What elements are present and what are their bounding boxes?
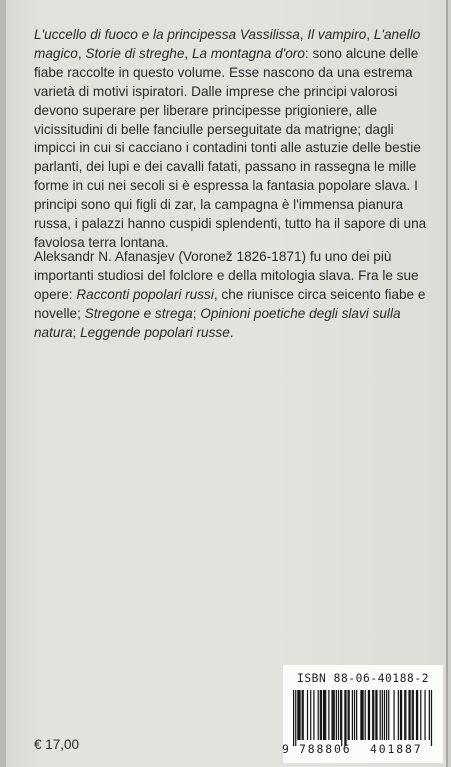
barcode-bar: [349, 690, 350, 740]
barcode-bar: [373, 690, 374, 740]
ean-first-digit: 9: [282, 742, 289, 756]
barcode-bar: [420, 690, 421, 740]
barcode-bar: [313, 690, 314, 740]
barcode-bar: [401, 690, 402, 740]
barcode-bar: [321, 690, 322, 740]
work-title: Stregone e strega: [84, 305, 193, 321]
barcode-bar: [325, 690, 326, 740]
barcode-bar: [302, 690, 303, 740]
barcode-bar: [398, 690, 399, 740]
bio-text: .: [229, 324, 234, 340]
barcode-bar: [372, 690, 373, 740]
barcode-bar: [413, 690, 414, 740]
synopsis-paragraph: [34, 26, 434, 253]
barcode-bar: [361, 690, 362, 740]
ean-left-group: 788806: [299, 742, 352, 756]
isbn-text: ISBN 88-06-40188-2: [297, 672, 430, 685]
ean-right-group: 401887: [370, 742, 423, 756]
barcode-bar: [345, 690, 346, 746]
barcode-bar: [405, 690, 406, 740]
barcode-bar: [348, 690, 349, 740]
barcode-bar: [382, 690, 383, 740]
barcode-bar: [409, 690, 410, 740]
title-firebird: L'uccello di fuoco e la principessa Vassilissa: [34, 27, 300, 42]
barcode-bar: [408, 690, 409, 740]
barcode-bar: [365, 690, 366, 740]
bio-intro: Aleksandr N. Afanasjev (Voronež 1826-1871) fu uno dei più importanti studiosi del folclore e della mitologia slava. Fra le sue opere:: [34, 249, 419, 302]
barcode-bar: [412, 690, 413, 740]
barcode-bar: [376, 690, 377, 740]
barcode-bar: [341, 690, 342, 746]
barcode-bar: [431, 690, 432, 746]
barcode-bar: [369, 690, 370, 740]
title-vampire: Il vampiro: [307, 27, 367, 42]
barcode-bar: [386, 690, 387, 740]
title-magic-ring: L'anello magico: [34, 27, 421, 61]
separator: ,: [366, 27, 374, 42]
barcode-bar: [354, 690, 355, 740]
barcode-bar: [307, 690, 308, 740]
barcode-bar: [295, 690, 296, 746]
barcode: [293, 690, 433, 750]
barcode-bar: [416, 690, 417, 740]
barcode-bar: [333, 690, 334, 740]
barcode-bar: [368, 690, 369, 740]
barcode-bar: [334, 690, 335, 740]
barcode-bar: [299, 690, 300, 740]
barcode-bar: [356, 690, 357, 740]
barcode-bar: [324, 690, 325, 740]
barcode-bar: [344, 690, 345, 746]
title-witch-stories: Storie di streghe: [85, 45, 185, 61]
price-label: € 17,00: [34, 737, 80, 752]
barcode-bar: [393, 690, 394, 740]
barcode-bar: [404, 690, 405, 740]
barcode-bar: [328, 690, 329, 740]
barcode-bar: [388, 690, 389, 740]
separator: ,: [299, 27, 308, 42]
barcode-bar: [318, 690, 319, 740]
barcode-bar: [352, 690, 353, 740]
bio-text: ;: [192, 305, 201, 321]
barcode-bar: [336, 690, 337, 740]
work-title: Racconti popolari russi: [76, 286, 214, 302]
barcode-bar: [429, 690, 430, 740]
separator: ,: [184, 45, 192, 61]
barcode-bar: [380, 690, 381, 740]
synopsis-text: : sono alcune delle fiabe raccolte in questo volume. Esse nascono da una estrema varietà di motivi ispiratori. Dalle imprese che principi valorosi devono superare per liberare principesse prigioniere, alle vicissitudini di belle fanciulle perseguitate da matrigne; dagli impicci in cui si cacciano i contadini tonti alle astuzie delle bestie parlanti, dei lupi e dei cavalli fatati, passano in rassegna le mille forme in cui nei secoli si è espressa la fantasia popolare slava. I principi sono qui figli di zar, la campagna è l'immensa pianura russa, i palazzi hanno cuspidi splendenti, tutto ha il sapore di una favolosa terra lontana.: [34, 45, 427, 250]
barcode-bar: [310, 690, 311, 740]
bio-text: ;: [72, 324, 81, 340]
barcode-bar: [424, 690, 425, 740]
barcode-bar: [338, 690, 339, 740]
barcode-bar: [303, 690, 304, 740]
barcode-bar: [400, 690, 401, 740]
barcode-bar: [384, 690, 385, 740]
barcode-bar: [375, 690, 376, 740]
barcode-bar: [323, 690, 324, 740]
barcode-bar: [417, 690, 418, 740]
barcode-bar: [360, 690, 361, 740]
work-title: Leggende popolari russe: [80, 324, 230, 340]
barcode-bar: [298, 690, 299, 740]
barcode-bar: [362, 690, 363, 740]
barcode-bar: [297, 690, 298, 740]
barcode-bar: [331, 690, 332, 740]
title-golden-mountain: La montagna d'oro: [191, 45, 305, 61]
bio-text: , che riunisce circa seicento fiabe e novelle;: [34, 286, 426, 321]
separator: ,: [77, 45, 86, 61]
author-bio-paragraph: [34, 248, 434, 343]
barcode-bar: [320, 690, 321, 740]
barcode-bar: [293, 690, 294, 746]
barcode-bar: [340, 690, 341, 740]
work-title: Opinioni poetiche degli slavi sulla natura: [34, 305, 401, 340]
